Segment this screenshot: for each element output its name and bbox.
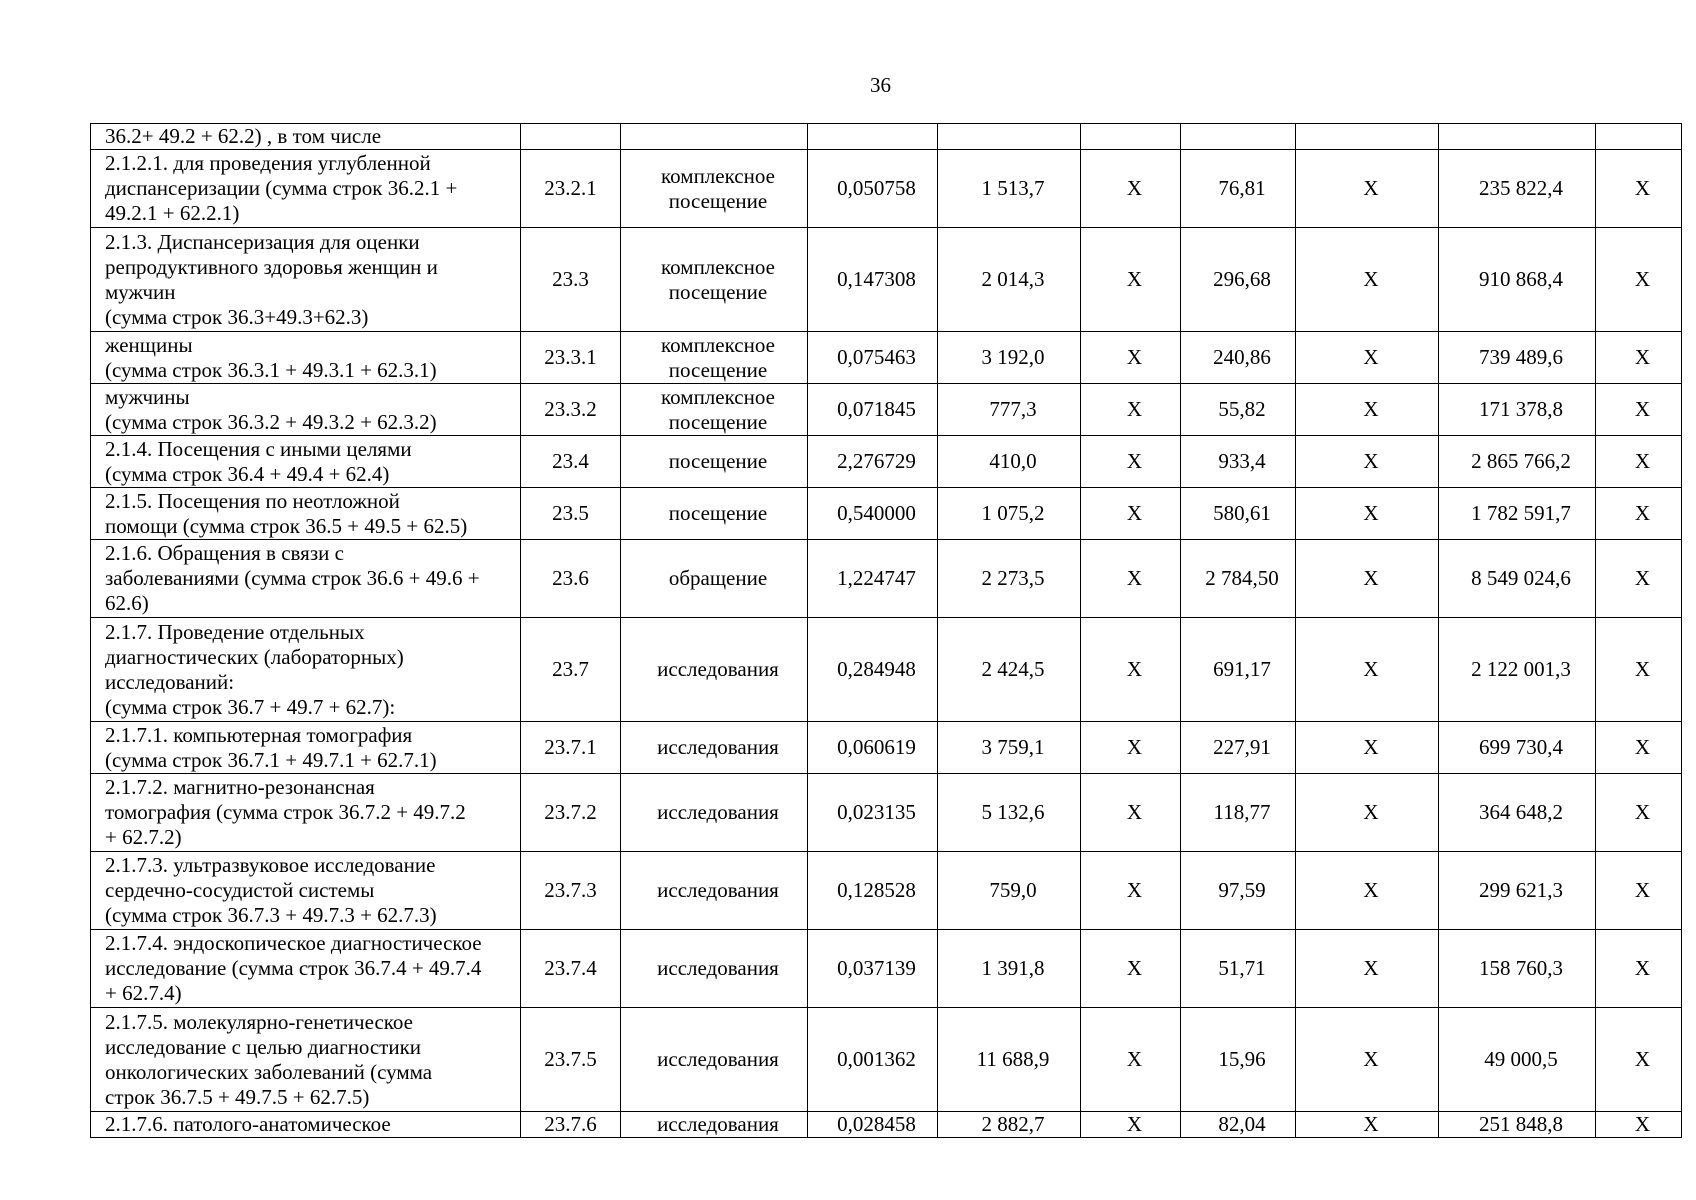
data-table [90,123,1682,1138]
row-name: 2.1.6. Обращения в связи с заболеваниями (сумма строк 36.6 + 49.6 + 62.6) [91,540,521,618]
row-code: 23.2.1 [521,150,621,228]
row-mark-2: Х [1296,618,1439,722]
table-row [91,150,1682,228]
row-unit [621,124,808,150]
row-mark-3: Х [1596,618,1682,722]
table-row [91,488,1682,540]
row-value-3: 240,86 [1181,332,1296,384]
row-unit: комплексное посещение [621,332,808,384]
row-mark-1: Х [1081,1112,1181,1138]
row-mark-1: Х [1081,774,1181,852]
row-mark-2: Х [1296,488,1439,540]
row-mark-2: Х [1296,1008,1439,1112]
row-value-3: 691,17 [1181,618,1296,722]
row-unit: комплексное посещение [621,384,808,436]
row-name: мужчины (сумма строк 36.3.2 + 49.3.2 + 62.3.2) [91,384,521,436]
row-code: 23.7.5 [521,1008,621,1112]
row-value-4: 739 489,6 [1439,332,1596,384]
row-unit: комплексное посещение [621,228,808,332]
row-value-1: 0,037139 [808,930,938,1008]
row-name: 2.1.7.2. магнитно-резонансная томография (сумма строк 36.7.2 + 49.7.2 + 62.7.2) [91,774,521,852]
row-value-2 [938,124,1081,150]
row-code: 23.7 [521,618,621,722]
row-value-4: 910 868,4 [1439,228,1596,332]
row-mark-3: Х [1596,930,1682,1008]
row-mark-1: Х [1081,488,1181,540]
row-value-4: 158 760,3 [1439,930,1596,1008]
row-unit: посещение [621,436,808,488]
table-row [91,930,1682,1008]
row-value-4: 235 822,4 [1439,150,1596,228]
row-name: 2.1.7.1. компьютерная томография (сумма строк 36.7.1 + 49.7.1 + 62.7.1) [91,722,521,774]
row-mark-1: Х [1081,150,1181,228]
row-name: 2.1.7.4. эндоскопическое диагностическое исследование (сумма строк 36.7.4 + 49.7.4 + 62.7.4) [91,930,521,1008]
table-body [91,124,1682,1138]
row-mark-1: Х [1081,930,1181,1008]
row-value-3: 227,91 [1181,722,1296,774]
table-row [91,124,1682,150]
row-code: 23.4 [521,436,621,488]
row-value-1: 0,128528 [808,852,938,930]
table-row [91,852,1682,930]
row-value-2: 11 688,9 [938,1008,1081,1112]
row-value-4: 251 848,8 [1439,1112,1596,1138]
row-code: 23.3.2 [521,384,621,436]
row-code: 23.6 [521,540,621,618]
row-value-3: 51,71 [1181,930,1296,1008]
row-name: 2.1.7.6. патолого-анатомическое [91,1112,521,1138]
row-value-1 [808,124,938,150]
row-value-3: 933,4 [1181,436,1296,488]
row-value-1: 0,050758 [808,150,938,228]
row-value-2: 2 424,5 [938,618,1081,722]
row-mark-2: Х [1296,228,1439,332]
row-mark-2: Х [1296,774,1439,852]
row-mark-3: Х [1596,1112,1682,1138]
row-code: 23.7.1 [521,722,621,774]
row-unit: исследования [621,618,808,722]
row-value-3 [1181,124,1296,150]
row-value-4: 2 865 766,2 [1439,436,1596,488]
row-code: 23.7.3 [521,852,621,930]
table-row [91,436,1682,488]
row-unit: исследования [621,930,808,1008]
row-value-4: 364 648,2 [1439,774,1596,852]
row-value-4: 299 621,3 [1439,852,1596,930]
row-unit: исследования [621,1112,808,1138]
row-name: 2.1.7. Проведение отдельных диагностических (лабораторных) исследований: (сумма строк 36.7 + 49.7 + 62.7): [91,618,521,722]
row-mark-1: Х [1081,852,1181,930]
row-mark-2: Х [1296,1112,1439,1138]
row-mark-3: Х [1596,722,1682,774]
row-unit: комплексное посещение [621,150,808,228]
row-value-2: 2 014,3 [938,228,1081,332]
row-value-3: 118,77 [1181,774,1296,852]
row-value-3: 15,96 [1181,1008,1296,1112]
table-row [91,384,1682,436]
row-code: 23.7.4 [521,930,621,1008]
row-value-2: 3 759,1 [938,722,1081,774]
row-value-3: 55,82 [1181,384,1296,436]
row-name: 2.1.3. Диспансеризация для оценки репродуктивного здоровья женщин и мужчин (сумма строк 36.3+49.3+62.3) [91,228,521,332]
row-unit: исследования [621,852,808,930]
table-row [91,722,1682,774]
row-mark-2: Х [1296,930,1439,1008]
row-value-2: 1 513,7 [938,150,1081,228]
row-mark-3: Х [1596,228,1682,332]
row-value-2: 759,0 [938,852,1081,930]
row-value-1: 0,023135 [808,774,938,852]
row-mark-2: Х [1296,384,1439,436]
row-value-4: 1 782 591,7 [1439,488,1596,540]
row-name: женщины (сумма строк 36.3.1 + 49.3.1 + 62.3.1) [91,332,521,384]
row-unit: исследования [621,722,808,774]
row-value-4: 699 730,4 [1439,722,1596,774]
row-code: 23.5 [521,488,621,540]
row-mark-3: Х [1596,332,1682,384]
row-mark-2: Х [1296,852,1439,930]
row-value-4: 49 000,5 [1439,1008,1596,1112]
row-mark-1: Х [1081,540,1181,618]
row-mark-2 [1296,124,1439,150]
row-mark-1: Х [1081,436,1181,488]
row-mark-1: Х [1081,332,1181,384]
row-mark-2: Х [1296,540,1439,618]
row-value-2: 2 882,7 [938,1112,1081,1138]
row-value-2: 1 075,2 [938,488,1081,540]
row-value-1: 0,147308 [808,228,938,332]
row-value-2: 1 391,8 [938,930,1081,1008]
row-mark-3: Х [1596,384,1682,436]
row-mark-3: Х [1596,436,1682,488]
row-value-2: 5 132,6 [938,774,1081,852]
row-mark-3: Х [1596,488,1682,540]
row-name: 36.2+ 49.2 + 62.2) , в том числе [91,124,521,150]
row-value-1: 0,028458 [808,1112,938,1138]
table-row [91,618,1682,722]
row-value-1: 0,071845 [808,384,938,436]
row-value-2: 777,3 [938,384,1081,436]
row-name: 2.1.2.1. для проведения углубленной диспансеризации (сумма строк 36.2.1 + 49.2.1 + 62.2.1) [91,150,521,228]
row-name: 2.1.7.5. молекулярно-генетическое исследование с целью диагностики онкологических заболеваний (сумма строк 36.7.5 + 49.7.5 + 62.7.5) [91,1008,521,1112]
row-value-1: 0,060619 [808,722,938,774]
row-value-4: 2 122 001,3 [1439,618,1596,722]
row-unit: исследования [621,1008,808,1112]
row-name: 2.1.4. Посещения с иными целями (сумма строк 36.4 + 49.4 + 62.4) [91,436,521,488]
row-value-1: 0,075463 [808,332,938,384]
row-code: 23.3 [521,228,621,332]
row-value-3: 580,61 [1181,488,1296,540]
row-unit: посещение [621,488,808,540]
row-value-3: 76,81 [1181,150,1296,228]
row-mark-3 [1596,124,1682,150]
row-code: 23.7.6 [521,1112,621,1138]
row-value-1: 0,540000 [808,488,938,540]
row-mark-3: Х [1596,774,1682,852]
row-name: 2.1.5. Посещения по неотложной помощи (сумма строк 36.5 + 49.5 + 62.5) [91,488,521,540]
table-row [91,540,1682,618]
row-mark-1: Х [1081,384,1181,436]
table-row [91,1112,1682,1138]
table-row [91,774,1682,852]
row-mark-1: Х [1081,228,1181,332]
row-value-3: 97,59 [1181,852,1296,930]
row-mark-3: Х [1596,540,1682,618]
table-row [91,1008,1682,1112]
row-value-3: 296,68 [1181,228,1296,332]
row-mark-3: Х [1596,150,1682,228]
row-value-1: 0,284948 [808,618,938,722]
row-code: 23.7.2 [521,774,621,852]
row-value-4 [1439,124,1596,150]
table-row [91,332,1682,384]
row-unit: обращение [621,540,808,618]
row-value-2: 3 192,0 [938,332,1081,384]
row-mark-1 [1081,124,1181,150]
row-mark-1: Х [1081,618,1181,722]
row-value-3: 2 784,50 [1181,540,1296,618]
row-mark-2: Х [1296,150,1439,228]
row-value-2: 2 273,5 [938,540,1081,618]
row-mark-2: Х [1296,436,1439,488]
row-value-4: 171 378,8 [1439,384,1596,436]
row-unit: исследования [621,774,808,852]
row-mark-3: Х [1596,852,1682,930]
table-row [91,228,1682,332]
row-value-4: 8 549 024,6 [1439,540,1596,618]
row-value-3: 82,04 [1181,1112,1296,1138]
page-number: 36 [870,73,891,97]
row-value-1: 1,224747 [808,540,938,618]
row-name: 2.1.7.3. ультразвуковое исследование сердечно-сосудистой системы (сумма строк 36.7.3 + 49.7.3 + 62.7.3) [91,852,521,930]
row-mark-2: Х [1296,722,1439,774]
row-mark-3: Х [1596,1008,1682,1112]
row-mark-1: Х [1081,722,1181,774]
row-code [521,124,621,150]
row-value-1: 2,276729 [808,436,938,488]
row-mark-1: Х [1081,1008,1181,1112]
row-mark-2: Х [1296,332,1439,384]
row-value-2: 410,0 [938,436,1081,488]
row-code: 23.3.1 [521,332,621,384]
row-value-1: 0,001362 [808,1008,938,1112]
